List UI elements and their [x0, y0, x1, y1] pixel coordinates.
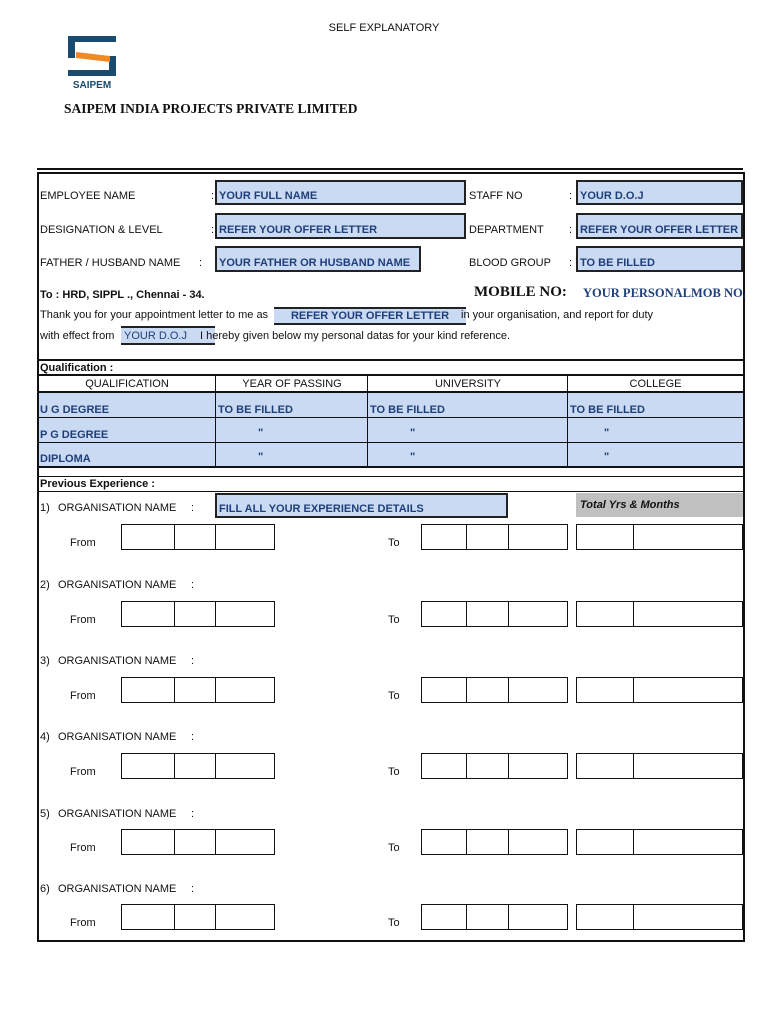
org-1-to-year[interactable] — [508, 524, 568, 550]
org-6-label: ORGANISATION NAME — [58, 883, 177, 895]
org-2-number: 2) — [40, 579, 50, 591]
father-name-colon: : — [199, 257, 203, 269]
qual-row-diploma-year[interactable]: " — [258, 451, 264, 463]
org-1-total-years[interactable] — [576, 524, 634, 550]
org-2-from-month[interactable] — [174, 601, 216, 627]
qualification-header-top — [37, 374, 743, 376]
org-3-colon: : — [191, 655, 195, 667]
org-4-total-years[interactable] — [576, 753, 634, 779]
org-5-to-month[interactable] — [466, 829, 509, 855]
employee-name-field[interactable]: YOUR FULL NAME — [215, 180, 466, 205]
qualification-top-rule — [37, 359, 743, 361]
letter-line2-end: I hereby given below my personal datas for your kind reference. — [200, 330, 510, 342]
qual-row-divider-1 — [37, 417, 743, 418]
org-5-to-label: To — [388, 842, 400, 854]
org-6-colon: : — [191, 883, 195, 895]
org-6-number: 6) — [40, 883, 50, 895]
org-2-colon: : — [191, 579, 195, 591]
org-1-colon: : — [191, 502, 195, 514]
qual-row-pg-university[interactable]: " — [410, 427, 416, 439]
letter-line1-start: Thank you for your appointment letter to me as — [40, 309, 269, 321]
org-1-from-day[interactable] — [121, 524, 175, 550]
org-4-to-month[interactable] — [466, 753, 509, 779]
experience-title: Previous Experience : — [40, 478, 155, 490]
qual-row-diploma-name: DIPLOMA — [40, 453, 91, 465]
qual-row-ug-university[interactable]: TO BE FILLED — [370, 404, 445, 416]
mobile-value[interactable]: YOUR PERSONALMOB NO. — [583, 286, 746, 300]
qual-header-university: UNIVERSITY — [434, 378, 501, 390]
letter-to: To : HRD, SIPPL ., Chennai - 34. — [40, 289, 205, 301]
org-4-number: 4) — [40, 731, 50, 743]
org-6-to-year[interactable] — [508, 904, 568, 930]
org-6-from-month[interactable] — [174, 904, 216, 930]
mobile-label: MOBILE NO: — [474, 284, 567, 300]
qual-col-divider-2 — [367, 374, 368, 467]
org-5-total-years[interactable] — [576, 829, 634, 855]
letter-line2-start: with effect from — [40, 330, 115, 342]
org-2-to-year[interactable] — [508, 601, 568, 627]
org-1-from-label: From — [70, 537, 96, 549]
staff-no-colon: : — [569, 190, 573, 202]
org-5-from-day[interactable] — [121, 829, 175, 855]
experience-top-rule — [37, 476, 743, 477]
org-5-from-year[interactable] — [215, 829, 275, 855]
company-name: SAIPEM INDIA PROJECTS PRIVATE LIMITED — [64, 101, 358, 116]
qual-header-year: YEAR OF PASSING — [242, 378, 342, 390]
employee-name-label: EMPLOYEE NAME — [40, 190, 136, 202]
header-top-text: SELF EXPLANATORY — [328, 22, 440, 34]
org-4-from-year[interactable] — [215, 753, 275, 779]
org-2-from-day[interactable] — [121, 601, 175, 627]
org-5-label: ORGANISATION NAME — [58, 808, 177, 820]
designation-field[interactable]: REFER YOUR OFFER LETTER — [215, 213, 466, 239]
staff-no-field[interactable]: YOUR D.O.J — [576, 180, 743, 205]
qual-row-ug-college[interactable]: TO BE FILLED — [570, 404, 645, 416]
org-1-from-year[interactable] — [215, 524, 275, 550]
qual-col-divider-1 — [215, 374, 216, 467]
org-6-from-label: From — [70, 917, 96, 929]
appointment-designation-field[interactable]: REFER YOUR OFFER LETTER — [274, 307, 466, 325]
org-1-to-label: To — [388, 537, 400, 549]
org-1-total-months[interactable] — [633, 524, 743, 550]
org-6-from-year[interactable] — [215, 904, 275, 930]
org-4-to-day[interactable] — [421, 753, 467, 779]
org-4-colon: : — [191, 731, 195, 743]
org-5-from-label: From — [70, 842, 96, 854]
org-2-total-years[interactable] — [576, 601, 634, 627]
qual-col-divider-3 — [567, 374, 568, 467]
org-1-label: ORGANISATION NAME — [58, 502, 177, 514]
org-2-label: ORGANISATION NAME — [58, 579, 177, 591]
org-6-total-months[interactable] — [633, 904, 743, 930]
org-2-to-month[interactable] — [466, 601, 509, 627]
org-3-from-label: From — [70, 690, 96, 702]
qual-header-college: COLLEGE — [629, 378, 682, 390]
father-name-label: FATHER / HUSBAND NAME — [40, 257, 181, 269]
org-5-number: 5) — [40, 808, 50, 820]
doj-field[interactable]: YOUR D.O.J — [121, 326, 215, 345]
qual-row-ug-name: U G DEGREE — [40, 404, 110, 416]
org-3-to-month[interactable] — [466, 677, 509, 703]
blood-group-field[interactable]: TO BE FILLED — [576, 246, 743, 272]
org-3-to-day[interactable] — [421, 677, 467, 703]
org-3-number: 3) — [40, 655, 50, 667]
staff-no-label: STAFF NO — [469, 190, 523, 202]
org-4-from-month[interactable] — [174, 753, 216, 779]
qual-row-pg-year[interactable]: " — [258, 427, 264, 439]
org-5-total-months[interactable] — [633, 829, 743, 855]
org-2-from-year[interactable] — [215, 601, 275, 627]
qual-row-diploma-university[interactable]: " — [410, 451, 416, 463]
org-6-to-day[interactable] — [421, 904, 467, 930]
org-3-total-months[interactable] — [633, 677, 743, 703]
blood-group-label: BLOOD GROUP — [469, 257, 551, 269]
org-3-total-years[interactable] — [576, 677, 634, 703]
org-6-to-label: To — [388, 917, 400, 929]
qualification-title: Qualification : — [40, 362, 114, 374]
org-4-total-months[interactable] — [633, 753, 743, 779]
org-4-from-label: From — [70, 766, 96, 778]
qual-row-pg-name: P G DEGREE — [40, 429, 109, 441]
org-4-label: ORGANISATION NAME — [58, 731, 177, 743]
org-4-to-year[interactable] — [508, 753, 568, 779]
org-6-total-years[interactable] — [576, 904, 634, 930]
org-2-to-label: To — [388, 614, 400, 626]
experience-first-field[interactable]: FILL ALL YOUR EXPERIENCE DETAILS — [215, 493, 508, 518]
designation-colon: : — [211, 224, 215, 236]
org-4-from-day[interactable] — [121, 753, 175, 779]
org-2-from-label: From — [70, 614, 96, 626]
org-3-from-day[interactable] — [121, 677, 175, 703]
org-6-to-month[interactable] — [466, 904, 509, 930]
qual-header-qualification: QUALIFICATION — [85, 378, 169, 390]
org-2-total-months[interactable] — [633, 601, 743, 627]
org-3-to-label: To — [388, 690, 400, 702]
org-1-to-month[interactable] — [466, 524, 509, 550]
org-5-colon: : — [191, 808, 195, 820]
qual-row-diploma-college[interactable]: " — [604, 451, 610, 463]
department-field[interactable]: REFER YOUR OFFER LETTER — [576, 213, 743, 239]
org-3-to-year[interactable] — [508, 677, 568, 703]
org-3-from-month[interactable] — [174, 677, 216, 703]
department-colon: : — [569, 224, 573, 236]
org-5-from-month[interactable] — [174, 829, 216, 855]
org-1-from-month[interactable] — [174, 524, 216, 550]
org-3-label: ORGANISATION NAME — [58, 655, 177, 667]
designation-label: DESIGNATION & LEVEL — [40, 224, 163, 236]
org-6-from-day[interactable] — [121, 904, 175, 930]
org-5-to-year[interactable] — [508, 829, 568, 855]
letter-line1-end: in your organisation, and report for duty — [461, 309, 654, 321]
logo-text: SAIPEM — [72, 80, 112, 90]
org-1-to-day[interactable] — [421, 524, 467, 550]
org-3-from-year[interactable] — [215, 677, 275, 703]
qual-table-bottom — [37, 466, 743, 468]
org-4-to-label: To — [388, 766, 400, 778]
org-2-to-day[interactable] — [421, 601, 467, 627]
department-label: DEPARTMENT — [469, 224, 544, 236]
org-5-to-day[interactable] — [421, 829, 467, 855]
org-1-number: 1) — [40, 502, 50, 514]
employee-name-colon: : — [211, 190, 215, 202]
qual-row-pg-college[interactable]: " — [604, 427, 610, 439]
form-top-rule — [37, 168, 743, 170]
qual-row-ug-year[interactable]: TO BE FILLED — [218, 404, 293, 416]
father-name-field[interactable]: YOUR FATHER OR HUSBAND NAME — [215, 246, 421, 272]
total-years-label: Total Yrs & Months — [576, 493, 743, 517]
experience-title-rule — [37, 491, 743, 492]
saipem-logo — [68, 36, 118, 90]
blood-group-colon: : — [569, 257, 573, 269]
qual-row-divider-2 — [37, 442, 743, 443]
